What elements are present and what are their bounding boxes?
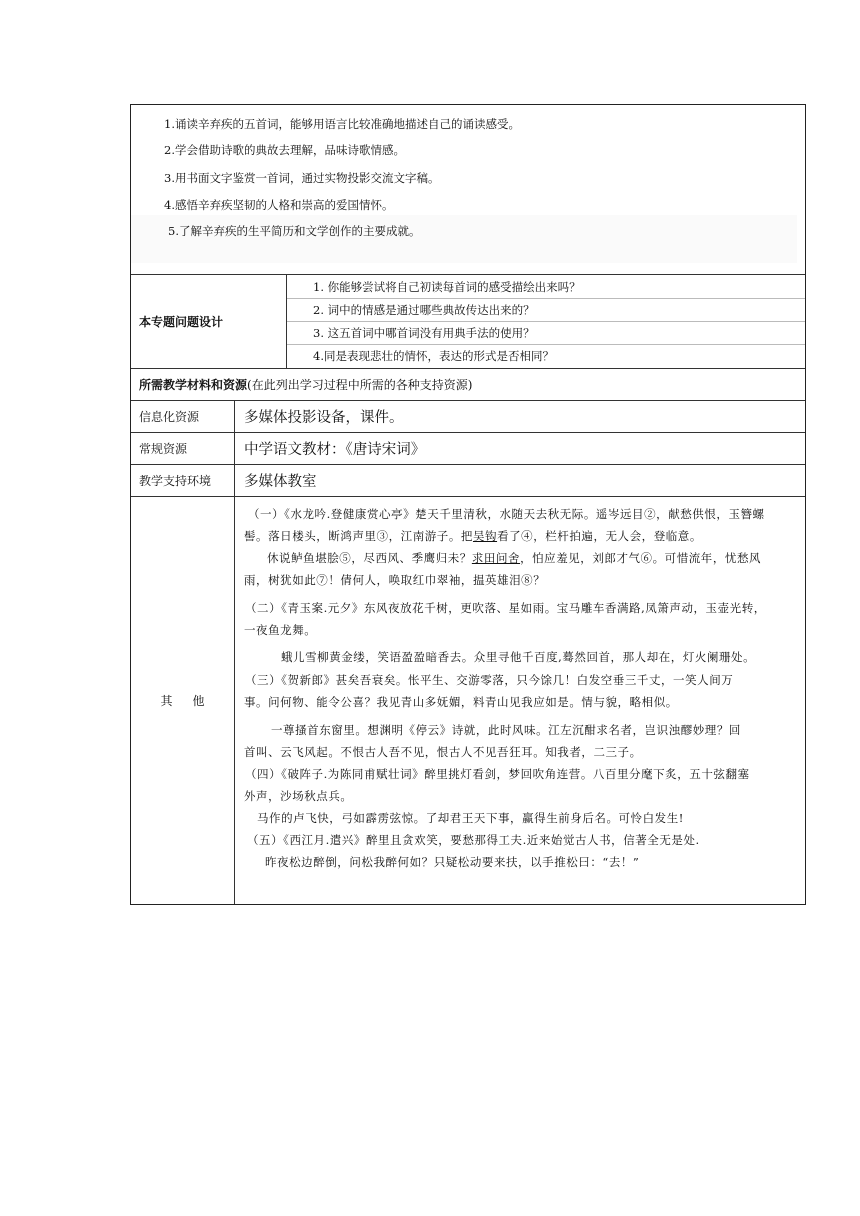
other-label: 其他 <box>131 497 235 904</box>
poem-line: （四）《破阵子.为陈同甫赋壮词》醉里挑灯看剑，梦回吹角连营。八百里分麾下炙，五十弦翻塞 <box>245 767 750 781</box>
resource-label: 常规资源 <box>131 433 235 464</box>
question-item: 2. 词中的情感是通过哪些典故传达出来的？ <box>313 303 535 317</box>
objectives-shade <box>131 215 797 263</box>
resource-value: 中学语文教材：《唐诗宋词》 <box>244 442 426 458</box>
question-design-label: 本专题问题设计 <box>131 275 287 368</box>
poem-line: 一尊搔首东窗里。想渊明《停云》诗就，此时风味。江左沉酣求名者，岂识浊醪妙理？回 <box>271 723 741 737</box>
objective-item: 4.感悟辛弃疾坚韧的人格和崇高的爱国情怀。 <box>164 198 394 212</box>
poem-line: 事。问何物、能令公喜？我见青山多妩媚，料青山见我应如是。情与貌，略相似。 <box>244 695 678 709</box>
poem-line: 雨，树犹如此⑦！倩何人，唤取红巾翠袖，揾英雄泪⑧？ <box>244 573 546 587</box>
resource-row-it <box>131 400 805 432</box>
question-divider <box>287 321 805 322</box>
resource-row-regular <box>131 432 805 464</box>
resource-label: 信息化资源 <box>131 401 235 432</box>
objective-item: 2.学会借助诗歌的典故去理解，品味诗歌情感。 <box>164 143 405 157</box>
question-list <box>287 275 805 368</box>
question-item: 1. 你能够尝试将自己初读每首词的感受描绘出来吗？ <box>313 280 581 294</box>
poem-line: 一夜鱼龙舞。 <box>244 623 317 637</box>
question-divider <box>287 344 805 345</box>
materials-header <box>131 368 805 400</box>
poem-line: （三）《贺新郎》甚矣吾衰矣。怅平生、交游零落，只今馀几！白发空垂三千丈，一笑人间万 <box>245 673 734 687</box>
materials-note: (在此列出学习过程中所需的各种支持资源) <box>247 378 473 392</box>
resource-label: 教学支持环境 <box>131 465 235 496</box>
question-design-row <box>131 274 805 368</box>
poem-line: （一）《水龙吟.登健康赏心亭》楚天千里清秋，水随天去秋无际。遥岑远目②，献愁供恨，玉簪螺 <box>248 507 765 521</box>
resource-value: 多媒体投影设备，课件。 <box>244 410 404 426</box>
poem-line: 髻。落日楼头，断鸿声里③，江南游子。把吴钩看了④，栏杆拍遍，无人会，登临意。 <box>244 529 702 543</box>
poem-line: 休说鲈鱼堪脍⑤，尽西风、季鹰归未？求田问舍，怕应羞见，刘郎才气⑥。可惜流年，忧愁风 <box>267 551 762 565</box>
lesson-plan-table <box>130 104 806 905</box>
other-row <box>131 496 805 904</box>
underlined-text: 吴钩 <box>472 529 498 543</box>
question-divider <box>287 298 805 299</box>
underlined-text: 求田问舍 <box>471 551 521 565</box>
question-item: 3. 这五首词中哪首词没有用典手法的使用？ <box>313 326 535 340</box>
poem-line: 外声，沙场秋点兵。 <box>244 789 353 803</box>
poem-line: （五）《西江月.遣兴》醉里且贪欢笑，要愁那得工夫.近来始觉古人书，信著全无是处. <box>247 833 700 847</box>
poem-line: 首叫、云飞风起。不恨古人吾不见，恨古人不见吾狂耳。知我者，二三子。 <box>244 745 642 759</box>
poem-line: 昨夜松边醉倒，问松我醉何如？只疑松动要来扶，以手推松曰：“去！” <box>265 855 640 869</box>
poem-line: 蛾儿雪柳黄金缕，笑语盈盈暗香去。众里寻他千百度,蓦然回首，那人却在，灯火阑珊处。 <box>281 650 756 664</box>
question-item: 4.同是表现悲壮的情怀，表达的形式是否相同？ <box>313 349 554 363</box>
poem-line: （二）《青玉案.元夕》东风夜放花千树，更吹落、星如雨。宝马雕车香满路,凤箫声动，玉壶光转， <box>245 601 766 615</box>
resource-row-environment <box>131 464 805 496</box>
resource-value: 多媒体教室 <box>244 474 317 490</box>
poems-area <box>235 497 805 904</box>
objective-item: 5.了解辛弃疾的生平简历和文学创作的主要成就。 <box>168 224 421 238</box>
poem-line: 马作的卢飞快，弓如霹雳弦惊。了却君王天下事，赢得生前身后名。可怜白发生! <box>257 811 684 825</box>
materials-title: 所需教学材料和资源 <box>139 378 248 392</box>
objective-item: 1.诵读辛弃疾的五首词，能够用语言比较准确地描述自己的诵读感受。 <box>164 117 520 131</box>
objectives-section <box>131 105 805 274</box>
objective-item: 3.用书面文字鉴赏一首词，通过实物投影交流文字稿。 <box>164 171 440 185</box>
